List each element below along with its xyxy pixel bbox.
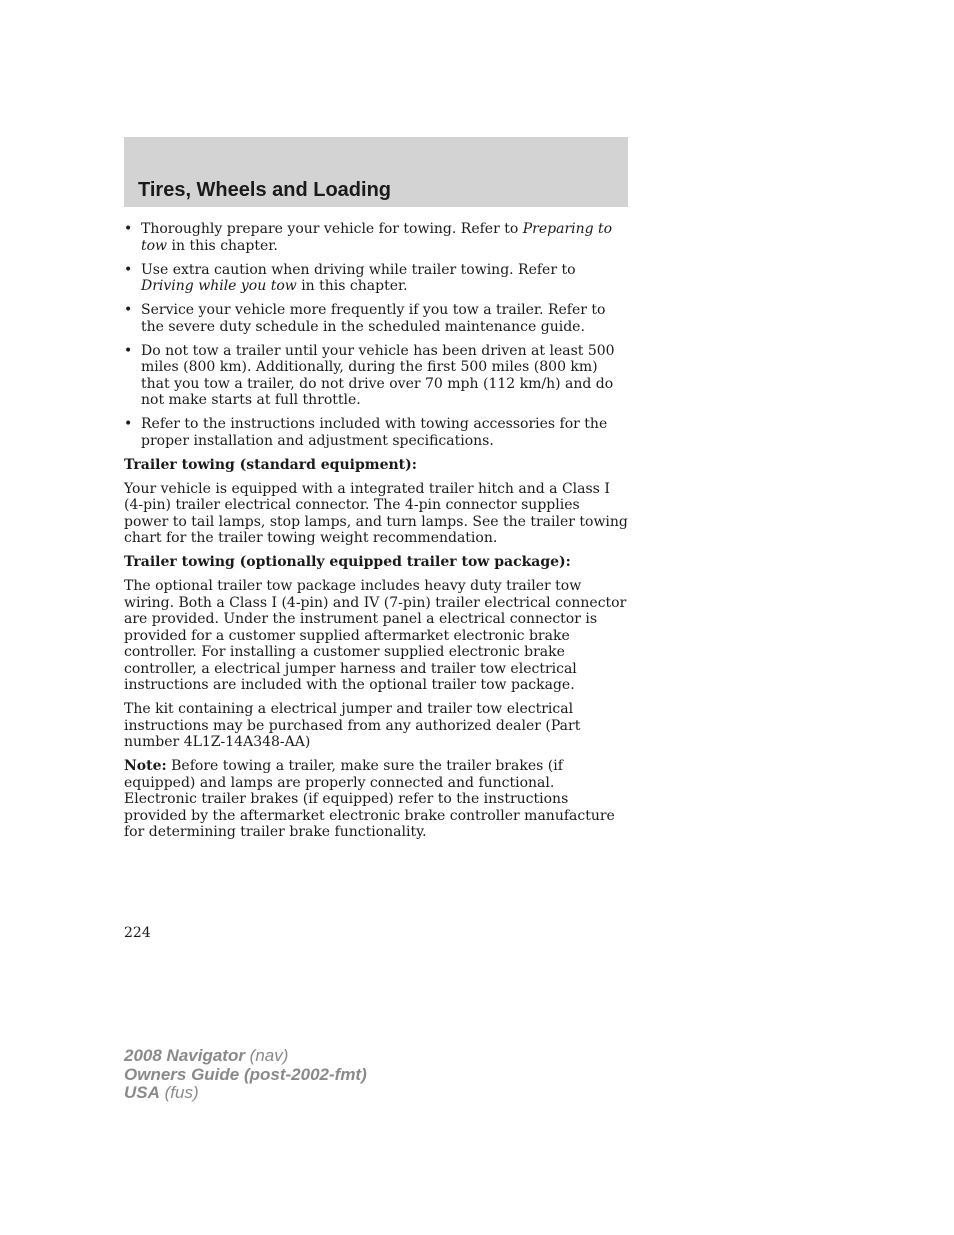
list-item: [124, 416, 628, 449]
bullet-list: [124, 221, 628, 449]
bullet-dot: •: [124, 416, 133, 432]
bullet-text: Refer to the instructions included with towing accessories for the proper installation and adjustment specifications.: [141, 416, 608, 449]
page-content: [124, 221, 628, 848]
document-footer: [124, 1047, 367, 1103]
footer-line-guide: [124, 1066, 367, 1085]
footer-line-market: [124, 1084, 367, 1103]
footer-guide: Owners Guide (post-2002-fmt): [124, 1064, 367, 1084]
note-text: Before towing a trailer, make sure the trailer brakes (if equipped) and lamps are properly connected and functional. Electronic trailer brakes (if equipped) refer to the instructions provided by the aftermarket electronic brake controller manufacture for determining trailer brake functionality.: [124, 758, 615, 840]
bullet-text-end: in this chapter.: [296, 278, 408, 294]
optional-package-text: The optional trailer tow package includes heavy duty trailer tow wiring. Both a Class I (4-pin) and IV (7-pin) trailer electrical connector are provided. Under the instrument panel a electrical connector is provided for a customer supplied aftermarket electronic brake controller. For installing a customer supplied electronic brake controller, a electrical jumper harness and trailer tow electrical instructions are included with the optional trailer tow package.: [124, 578, 627, 693]
footer-model: 2008 Navigator: [124, 1046, 245, 1065]
bullet-reference: Driving while you tow: [141, 278, 297, 294]
bullet-dot: •: [124, 221, 133, 237]
bullet-text: Service your vehicle more frequently if you tow a trailer. Refer to the severe duty schedule in the scheduled maintenance guide.: [141, 302, 606, 335]
optional-package-heading: Trailer towing (optionally equipped trailer tow package):: [124, 554, 571, 570]
kit-text: The kit containing a electrical jumper and trailer tow electrical instructions may be purchased from any authorized dealer (Part number 4L1Z-14A348-AA): [124, 701, 581, 750]
bullet-text: Thoroughly prepare your vehicle for towing. Refer to: [141, 221, 523, 237]
footer-market-code: (fus): [159, 1083, 199, 1102]
note-label: Note:: [124, 758, 167, 774]
list-item: [124, 262, 628, 295]
bullet-dot: •: [124, 302, 133, 318]
page-number: 224: [124, 925, 151, 941]
bullet-dot: •: [124, 342, 133, 359]
section-title: Tires, Wheels and Loading: [138, 179, 392, 201]
footer-market: USA: [124, 1083, 160, 1102]
standard-equipment-text: Your vehicle is equipped with a integrated trailer hitch and a Class I (4-pin) trailer electrical connector. The 4-pin connector supplies power to tail lamps, stop lamps, and turn lamps. See the trailer towing chart for the trailer towing weight recommendation.: [124, 480, 628, 546]
list-item: [124, 302, 628, 335]
bullet-text-end: in this chapter.: [167, 237, 278, 254]
footer-line-model: [124, 1047, 367, 1066]
bullet-text: Use extra caution when driving while trailer towing. Refer to: [141, 261, 576, 278]
standard-equipment-heading: Trailer towing (standard equipment):: [124, 456, 417, 473]
footer-model-code: (nav): [244, 1046, 289, 1065]
note-paragraph: [124, 758, 628, 841]
bullet-dot: •: [124, 261, 133, 278]
list-item: [124, 343, 628, 409]
section-header: [124, 137, 628, 207]
bullet-text: Do not tow a trailer until your vehicle has been driven at least 500 miles (800 km). Additionally, during the first 500 miles (800 km) that you tow a trailer, do not drive over 70 mph (112 km/h) and do not make starts at full throttle.: [141, 342, 615, 408]
list-item: [124, 221, 628, 254]
bullet-reference: Preparing to tow: [141, 221, 613, 254]
